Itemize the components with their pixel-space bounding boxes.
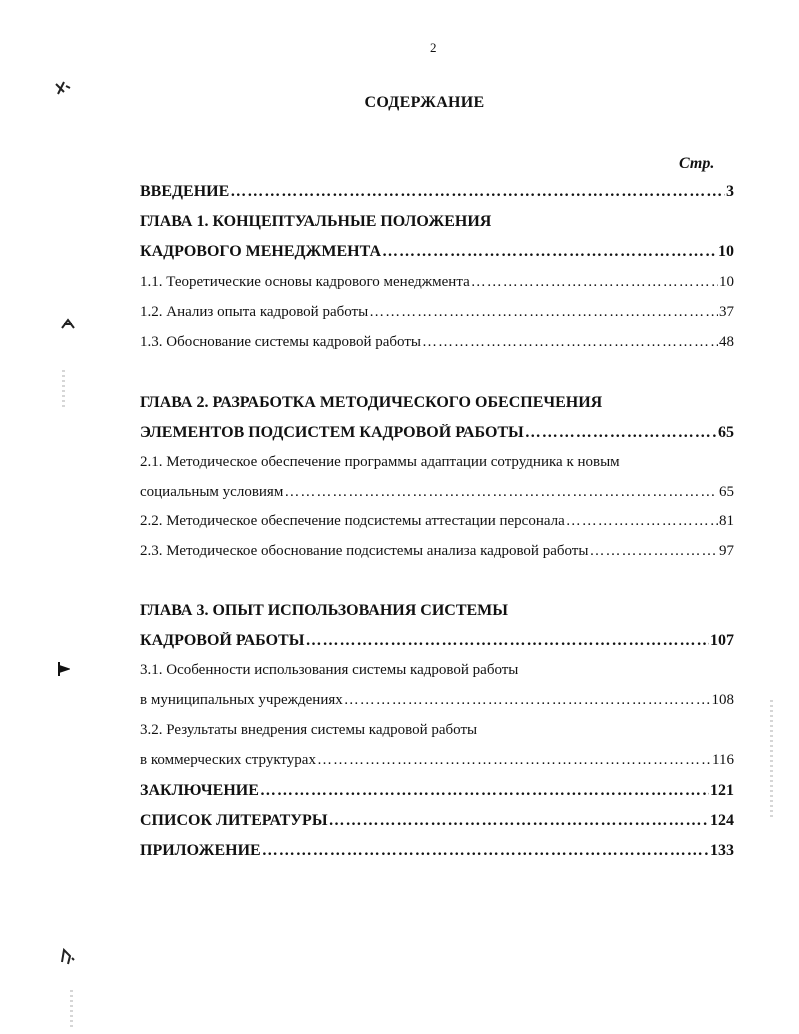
leader-dots [382,243,717,261]
toc-entry-page: 10 [719,274,734,290]
scan-noise [70,990,73,1030]
toc-entry-text: 3.2. Результаты внедрения системы кадровой работы [140,722,478,738]
leader-dots [589,543,718,560]
toc-entry-text: ЭЛЕМЕНТОВ ПОДСИСТЕМ КАДРОВОЙ РАБОТЫ [140,424,524,441]
toc-entry-page: 97 [719,543,734,559]
toc-entry [140,752,734,769]
toc-entry [140,782,734,800]
toc-entry-text: 2.3. Методическое обоснование подсистемы анализа кадровой работы [140,543,589,559]
toc-entry-page: 107 [710,632,734,649]
toc-entry [140,543,734,560]
toc-entry [140,424,734,442]
toc-entry-text: ГЛАВА 3. ОПЫТ ИСПОЛЬЗОВАНИЯ СИСТЕМЫ [140,602,508,619]
toc-entry [140,692,734,709]
toc-entry-text: КАДРОВОЙ РАБОТЫ [140,632,305,649]
toc-entry [140,632,734,650]
toc-entry-page: 65 [718,424,734,441]
toc-entry [140,274,734,291]
leader-dots [369,304,718,321]
toc-entry [140,213,734,231]
toc-entry [140,513,734,530]
toc-entry-page: 116 [712,752,734,768]
scan-noise [770,700,773,820]
scan-mark-icon [60,318,76,330]
toc-entry [140,484,734,501]
toc-entry-page: 65 [719,484,734,500]
scan-mark-icon [56,660,70,678]
toc-entry-text: ПРИЛОЖЕНИЕ [140,842,261,859]
toc-entry-text: 2.2. Методическое обеспечение подсистемы аттестации персонала [140,513,565,529]
leader-dots [566,513,718,530]
leader-dots [422,334,718,351]
toc-entry-text: ЗАКЛЮЧЕНИЕ [140,782,259,799]
toc-entry-page: 37 [719,304,734,320]
toc-entry [140,602,734,620]
toc-entry-text: КАДРОВОГО МЕНЕДЖМЕНТА [140,243,381,260]
page-number: 2 [430,40,437,55]
toc-entry-page: 124 [710,812,734,829]
toc-entry-text: в коммерческих структурах [140,752,316,768]
toc-entry-page: 48 [719,334,734,350]
toc-entry-text: 1.1. Теоретические основы кадрового менеджмента [140,274,470,290]
leader-dots [262,842,709,860]
toc-entry-text: ВВЕДЕНИЕ [140,183,230,200]
leader-dots [284,484,718,501]
leader-dots [317,752,711,769]
toc-entry [140,662,734,679]
toc-entry-page: 10 [718,243,734,260]
toc-entry [140,722,734,739]
toc-entry-page: 3 [726,183,734,200]
leader-dots [305,632,709,650]
leader-dots [260,782,709,800]
toc-entry-text: социальным условиям [140,484,284,500]
toc-entry [140,394,734,412]
toc-entry [140,304,734,321]
leader-dots [471,274,718,291]
toc-entry [140,334,734,351]
toc-entry-text: СПИСОК ЛИТЕРАТУРЫ [140,812,328,829]
scan-mark-icon [58,946,76,966]
toc-entry-text: 3.1. Особенности использования системы кадровой работы [140,662,519,678]
toc-entry [140,243,734,261]
leader-dots [329,812,709,830]
toc-entry-text: в муниципальных учреждениях [140,692,343,708]
page-column-label: Стр. [679,155,715,172]
toc-entry-text: ГЛАВА 2. РАЗРАБОТКА МЕТОДИЧЕСКОГО ОБЕСПЕЧЕНИЯ [140,394,603,411]
scan-mark-icon [54,80,72,96]
toc-entry-text: ГЛАВА 1. КОНЦЕПТУАЛЬНЫЕ ПОЛОЖЕНИЯ [140,213,492,230]
scan-noise [62,370,65,410]
leader-dots [344,692,711,709]
page-title: СОДЕРЖАНИЕ [364,94,485,111]
toc-entry [140,812,734,830]
toc-entry [140,454,734,471]
toc-entry-page: 121 [710,782,734,799]
toc-entry-page: 108 [711,692,734,708]
toc-entry-text: 2.1. Методическое обеспечение программы адаптации сотрудника к новым [140,454,620,470]
leader-dots [230,183,725,201]
toc-entry [140,842,734,860]
toc-entry-text: 1.3. Обоснование системы кадровой работы [140,334,421,350]
leader-dots [525,424,717,442]
toc-entry-text: 1.2. Анализ опыта кадровой работы [140,304,369,320]
toc-entry-page: 81 [719,513,734,529]
toc-entry [140,183,734,201]
toc-entry-page: 133 [710,842,734,859]
